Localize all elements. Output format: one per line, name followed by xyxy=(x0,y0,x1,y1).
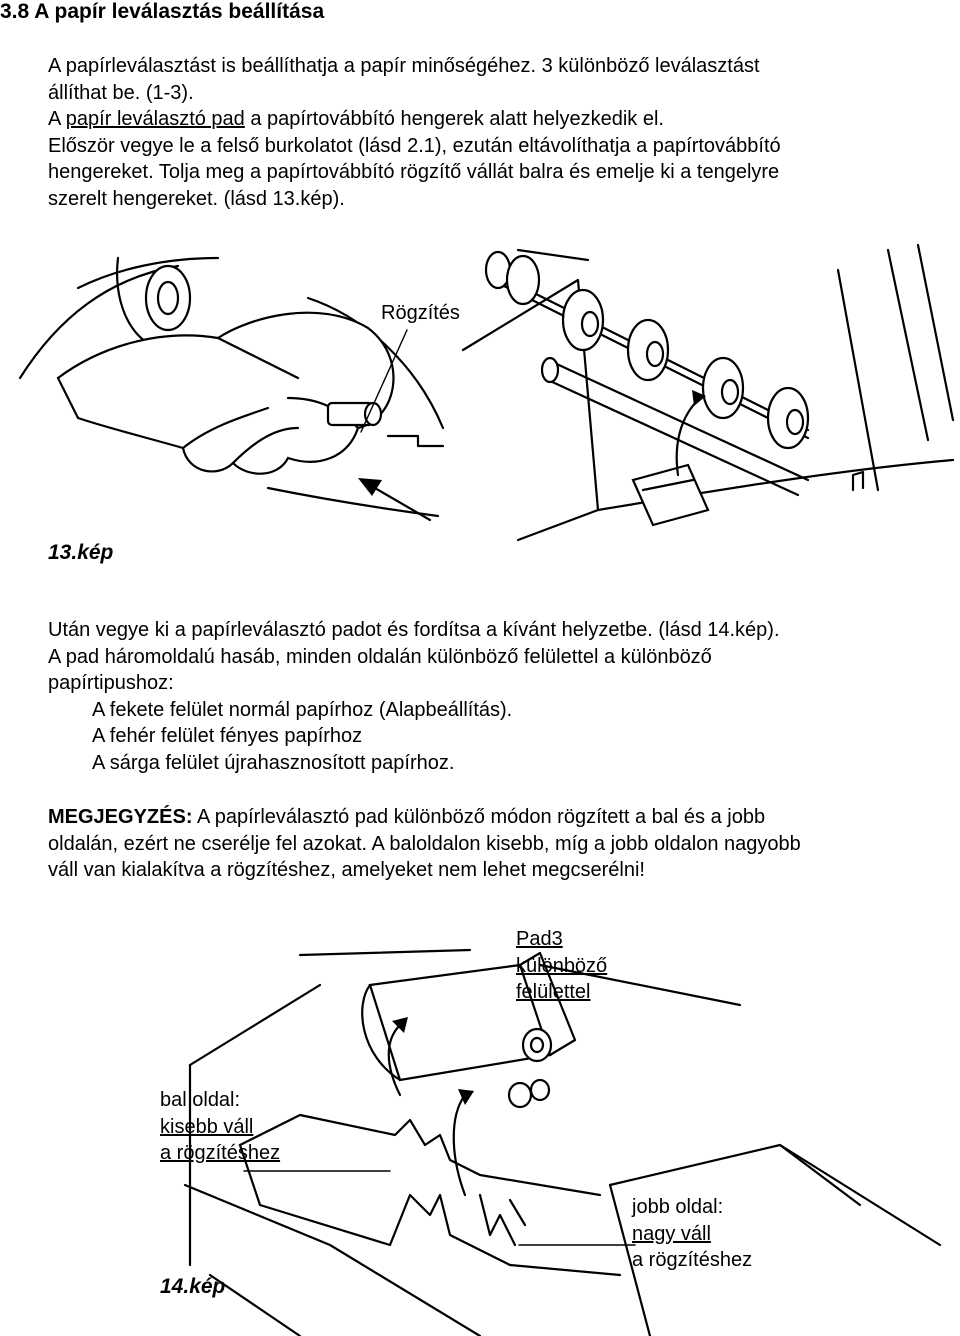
intro-line: A papír leválasztó pad a papírtovábbító hengerek alatt helyezkedik el. xyxy=(48,108,664,130)
intro-line: hengereket. Tolja meg a papírtovábbító rögzítő vállát balra és emelje ki a tengelyre xyxy=(48,161,780,183)
pad-reference: papír leválasztó pad xyxy=(65,108,245,130)
intro-line: Először vegye le a felső burkolatot (lásd 2.1), ezután eltávolíthatja a papírtovábbító xyxy=(48,134,781,157)
section-heading xyxy=(0,0,324,24)
figure14-caption: 14.kép xyxy=(160,1275,226,1298)
note-label: MEGJEGYZÉS: xyxy=(48,806,193,828)
surface-item: A fehér felület fényes papírhoz xyxy=(92,725,363,747)
figure13-caption: 13.kép xyxy=(48,541,114,564)
right-side-label: jobb oldal: nagy váll a rögzítéshez xyxy=(632,1196,753,1271)
body-line: papírtipushoz: xyxy=(48,672,174,694)
figure13-roller-illustration xyxy=(458,240,958,540)
section-number: 3.8 xyxy=(0,0,30,23)
surface-item: A sárga felület újrahasznosított papírhoz. xyxy=(92,751,455,774)
intro-line: A papírleválasztást is beállíthatja a papír minőségéhez. 3 különböző leválasztást xyxy=(48,55,760,77)
note-paragraph xyxy=(48,804,928,884)
body-paragraph xyxy=(48,617,928,776)
fixing-leader-line xyxy=(355,328,415,438)
body-line: Után vegye ki a papírleválasztó padot és fordítsa a kívánt helyzetbe. (lásd 14.kép). xyxy=(48,619,780,641)
right-side-leader-line xyxy=(515,1242,640,1248)
intro-line: szerelt hengereket. (lásd 13.kép). xyxy=(48,187,345,210)
note-line: oldalán, ezért ne cserélje fel azokat. A baloldalon kisebb, míg a jobb oldalon nagyobb xyxy=(48,832,801,855)
note-line: váll van kialakítva a rögzítéshez, amelyeket nem lehet megcserélni! xyxy=(48,859,645,881)
intro-line: állíthat be. (1-3). xyxy=(48,81,194,104)
left-side-label: bal oldal: kisebb váll a rögzítéshez xyxy=(160,1089,281,1164)
left-side-leader-line xyxy=(240,1168,400,1174)
surface-item: A fekete felület normál papírhoz (Alapbeállítás). xyxy=(92,698,513,721)
fixing-label: Rögzítés xyxy=(381,302,460,324)
note-line: MEGJEGYZÉS: A papírleválasztó pad különböző módon rögzített a bal és a jobb xyxy=(48,806,766,828)
pad-label: Pad3 különböző felülettel xyxy=(516,928,608,1003)
section-title: A papír leválasztás beállítása xyxy=(34,0,325,23)
body-line: A pad háromoldalú hasáb, minden oldalán különböző felülettel a különböző xyxy=(48,645,712,668)
intro-paragraph xyxy=(48,53,928,212)
